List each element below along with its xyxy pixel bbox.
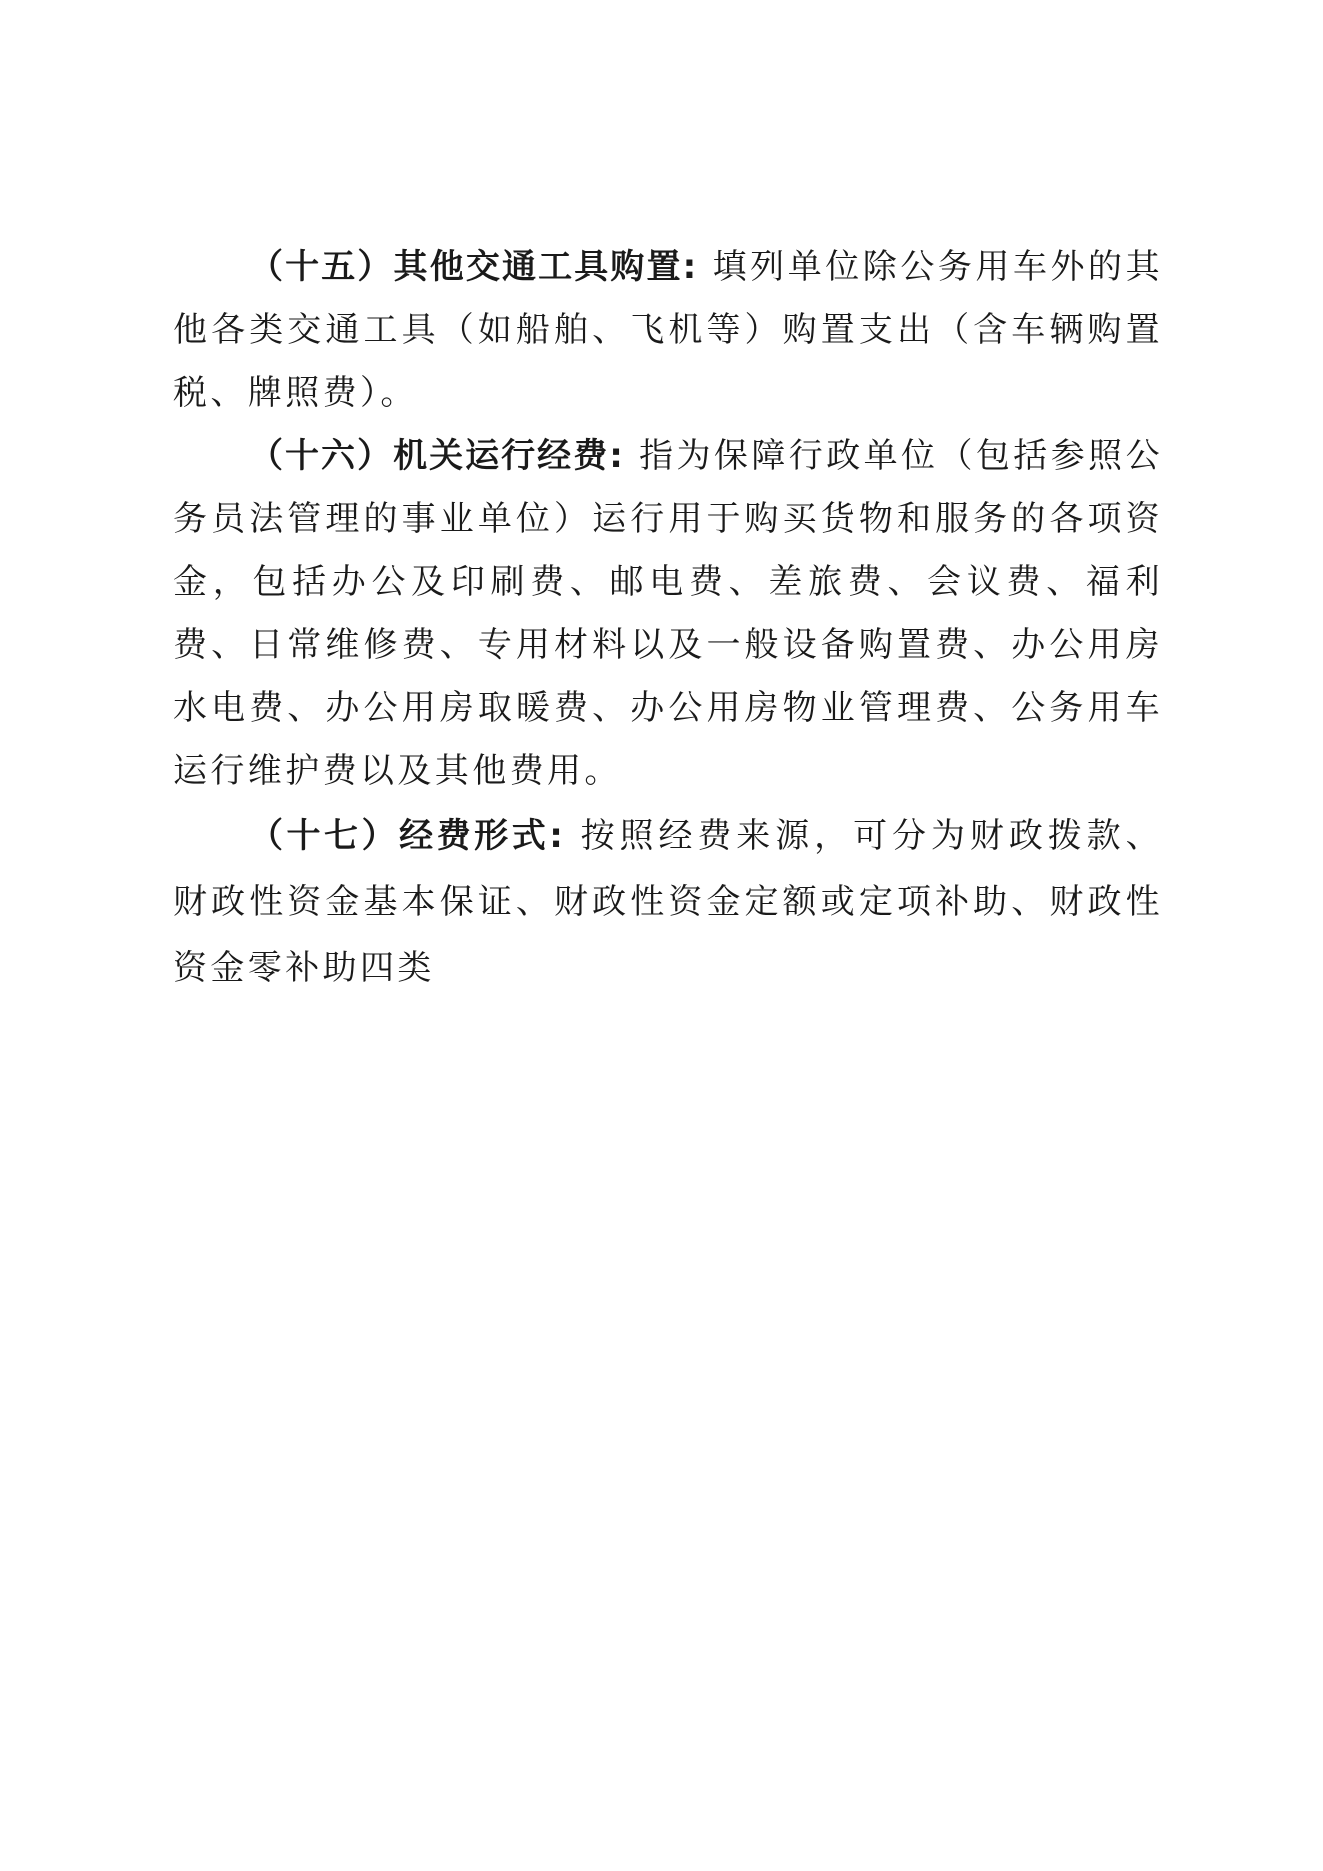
document-body [173, 236, 1163, 1001]
term-other-vehicle-purchase: （十五）其他交通工具购置: [249, 247, 699, 287]
paragraph-funding-form [173, 803, 1163, 1001]
term-agency-operating-expenses: （十六）机关运行经费: [249, 436, 625, 476]
definition-other-vehicle-purchase: 填列单位除公务用车外的其他各类交通工具（如船舶、飞机等）购置支出（含车辆购置税、牌照费）。 [173, 247, 1163, 413]
definition-agency-operating-expenses: 指为保障行政单位（包括参照公务员法管理的事业单位）运行用于购买货物和服务的各项资金，包括办公及印刷费、邮电费、差旅费、会议费、福利费、日常维修费、专用材料以及一般设备购置费、办公用房水电费、办公用房取暖费、办公用房物业管理费、公务用车运行维护费以及其他费用。 [173, 436, 1163, 791]
paragraph-agency-operating-expenses [173, 425, 1163, 803]
definition-funding-form: 按照经费来源，可分为财政拨款、财政性资金基本保证、财政性资金定额或定项补助、财政性资金零补助四类 [173, 816, 1164, 988]
term-funding-form: （十七）经费形式: [249, 816, 565, 856]
paragraph-other-vehicle-purchase [173, 236, 1163, 425]
